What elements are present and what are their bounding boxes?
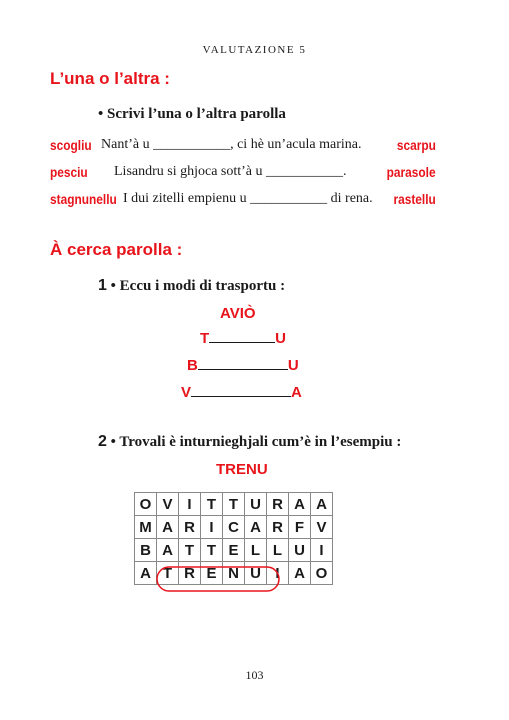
- instruction-text: Scrivi l’una o l’altra parolla: [107, 106, 286, 122]
- grid-cell: F: [289, 516, 311, 539]
- bullet: •: [110, 434, 116, 450]
- answer-blank: [191, 396, 291, 397]
- grid-cell: I: [311, 539, 333, 562]
- grid-cell: R: [179, 516, 201, 539]
- grid-cell: E: [201, 562, 223, 585]
- fill-sentence: I dui zitelli empienu u ___________ di rena.: [123, 191, 373, 206]
- bullet: •: [98, 106, 104, 122]
- answer-blank: [198, 369, 288, 370]
- bullet: •: [110, 278, 116, 294]
- grid-cell: I: [201, 516, 223, 539]
- grid-cell: I: [267, 562, 289, 585]
- grid-cell: V: [311, 516, 333, 539]
- grid-cell: I: [179, 493, 201, 516]
- word-option-right: rastellu: [393, 191, 436, 207]
- section-title-cerca-parolla: À cerca parolla :: [50, 240, 183, 259]
- answer-blank: ___________: [153, 137, 231, 152]
- exercise-text: Trovali è inturnieghjali cum’è in l’esempiu :: [119, 434, 402, 450]
- grid-row: [135, 516, 333, 539]
- word-option-right: scarpu: [396, 137, 436, 153]
- example-circle: [155, 564, 283, 594]
- grid-cell: A: [157, 516, 179, 539]
- instruction-line: [98, 106, 286, 123]
- word-option-left: stagnunellu: [50, 191, 117, 207]
- grid-cell: A: [245, 516, 267, 539]
- grid-cell: U: [245, 493, 267, 516]
- exercise-text: Eccu i modi di trasportu :: [119, 278, 286, 294]
- page-number: 103: [245, 668, 264, 682]
- section-title-una-o-altra: L’una o l’altra :: [50, 69, 170, 88]
- word-option-left: scogliu: [50, 137, 92, 153]
- grid-cell: T: [179, 539, 201, 562]
- grid-cell: T: [223, 493, 245, 516]
- grid-cell: L: [267, 539, 289, 562]
- fill-sentence: Lisandru si ghjoca sott’à u ___________.: [114, 164, 347, 179]
- grid-cell: A: [311, 493, 333, 516]
- grid-cell: T: [201, 493, 223, 516]
- grid-cell: R: [179, 562, 201, 585]
- grid-cell: T: [157, 562, 179, 585]
- word-option-right: parasole: [387, 164, 436, 180]
- transport-item: V A: [181, 384, 302, 401]
- fill-sentence: Nant’à u ___________, ci hè un’acula marina.: [101, 137, 362, 152]
- grid-cell: A: [289, 493, 311, 516]
- exercise-2-heading: [98, 433, 401, 451]
- answer-blank: ___________: [250, 191, 328, 206]
- grid-cell: R: [267, 493, 289, 516]
- answer-blank: ___________: [266, 164, 344, 179]
- grid-cell: L: [245, 539, 267, 562]
- grid-cell: M: [135, 516, 157, 539]
- grid-row: [135, 539, 333, 562]
- grid-cell: C: [223, 516, 245, 539]
- running-head: VALUTAZIONE 5: [202, 44, 307, 56]
- grid-cell: A: [135, 562, 157, 585]
- grid-cell: A: [157, 539, 179, 562]
- answer-blank: [209, 342, 275, 343]
- exercise-1-heading: [98, 277, 285, 295]
- grid-cell: R: [267, 516, 289, 539]
- grid-cell: U: [245, 562, 267, 585]
- transport-item: T U: [200, 330, 287, 347]
- grid-cell: E: [223, 539, 245, 562]
- transport-example: AVIÒ: [220, 305, 256, 322]
- grid-cell: A: [289, 562, 311, 585]
- grid-cell: V: [157, 493, 179, 516]
- grid-cell: T: [201, 539, 223, 562]
- grid-example-word: TRENU: [216, 461, 268, 478]
- grid-cell: B: [135, 539, 157, 562]
- grid-cell: O: [135, 493, 157, 516]
- grid-row: [135, 493, 333, 516]
- exercise-number: 1: [98, 277, 107, 294]
- exercise-number: 2: [98, 433, 107, 450]
- grid-cell: U: [289, 539, 311, 562]
- grid-cell: O: [311, 562, 333, 585]
- transport-item: B U: [187, 357, 299, 374]
- word-option-left: pesciu: [50, 164, 88, 180]
- example-circle-outline: [157, 567, 279, 591]
- grid-cell: N: [223, 562, 245, 585]
